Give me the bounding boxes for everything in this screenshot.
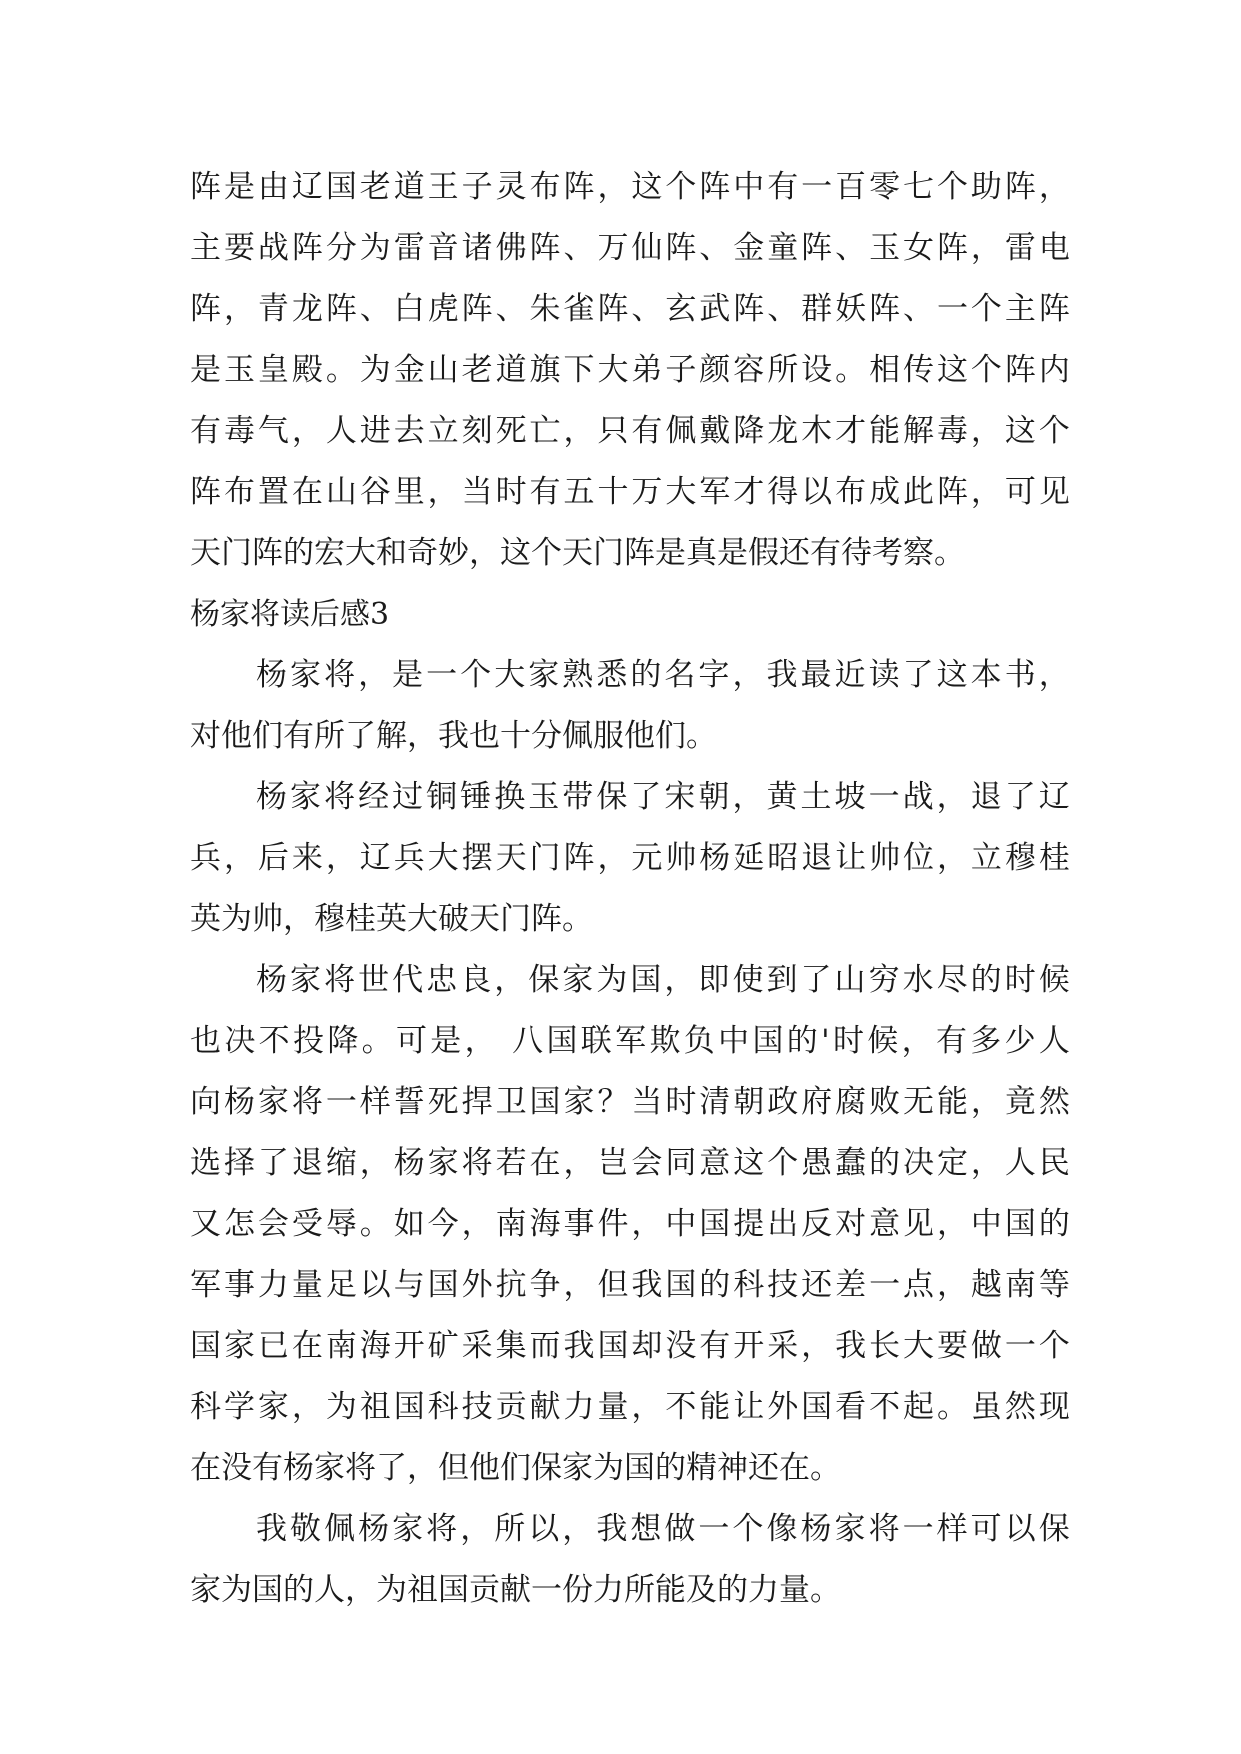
text-line: 国 家 已 在 南 海 开 矿 采 集 而 我 国 却 没 有 开 采 ， 我 长 大 要 做 一 个 bbox=[190, 1328, 1070, 1364]
text-line: 科 学 家 ， 为 祖 国 科 技 贡 献 力 量 ， 不 能 让 外 国 看 不 起 。 虽 然 现 bbox=[190, 1389, 1070, 1425]
text-line: 家为国的人，为祖国贡献一份力所能及的力量。 bbox=[190, 1572, 841, 1608]
paragraph bbox=[190, 157, 1070, 584]
document-body bbox=[190, 157, 1070, 1621]
text-line: 杨 家 将 ， 是 一 个 大 家 熟 悉 的 名 字 ， 我 最 近 读 了 这 本 书 ， bbox=[256, 657, 1070, 693]
text-line: 有 毒 气 ， 人 进 去 立 刻 死 亡 ， 只 有 佩 戴 降 龙 木 才 能 解 毒 ， 这 个 bbox=[190, 413, 1070, 449]
paragraph bbox=[190, 767, 1070, 950]
text-line: 天门阵的宏大和奇妙，这个天门阵是真是假还有待考察。 bbox=[190, 535, 965, 571]
text-line: 军 事 力 量 足 以 与 国 外 抗 争 ， 但 我 国 的 科 技 还 差 一 点 ， 越 南 等 bbox=[190, 1267, 1070, 1303]
text-line: 杨 家 将 世 代 忠 良 ， 保 家 为 国 ， 即 使 到 了 山 穷 水 尽 的 时 候 bbox=[256, 962, 1070, 998]
text-line: 我 敬 佩 杨 家 将 ， 所 以 ， 我 想 做 一 个 像 杨 家 将 一 样 可 以 保 bbox=[256, 1511, 1070, 1547]
text-line: 是 玉 皇 殿 。 为 金 山 老 道 旗 下 大 弟 子 颜 容 所 设 。 相 传 这 个 阵 内 bbox=[190, 352, 1070, 388]
text-line: 阵 是 由 辽 国 老 道 王 子 灵 布 阵 ， 这 个 阵 中 有 一 百 零 七 个 助 阵 ， bbox=[190, 169, 1070, 205]
text-line: 阵 ， 青 龙 阵 、 白 虎 阵 、 朱 雀 阵 、 玄 武 阵 、 群 妖 阵 、 一 个 主 阵 bbox=[190, 291, 1070, 327]
paragraph bbox=[190, 950, 1070, 1499]
text-line: 也 决 不 投 降 。 可 是 ， 八 国 联 军 欺 负 中 国 的 ' 时 候 ， 有 多 少 人 bbox=[190, 1023, 1070, 1059]
paragraph bbox=[190, 645, 1070, 767]
text-line: 又 怎 会 受 辱 。 如 今 ， 南 海 事 件 ， 中 国 提 出 反 对 意 见 ， 中 国 的 bbox=[190, 1206, 1070, 1242]
text-line: 杨 家 将 经 过 铜 锤 换 玉 带 保 了 宋 朝 ， 黄 土 坡 一 战 ， 退 了 辽 bbox=[256, 779, 1070, 815]
text-line: 兵 ， 后 来 ， 辽 兵 大 摆 天 门 阵 ， 元 帅 杨 延 昭 退 让 帅 位 ， 立 穆 桂 bbox=[190, 840, 1070, 876]
text-line: 主 要 战 阵 分 为 雷 音 诸 佛 阵 、 万 仙 阵 、 金 童 阵 、 玉 女 阵 ， 雷 电 bbox=[190, 230, 1070, 266]
text-line: 向 杨 家 将 一 样 誓 死 捍 卫 国 家 ？ 当 时 清 朝 政 府 腐 败 无 能 ， 竟 然 bbox=[190, 1084, 1070, 1120]
section-heading bbox=[190, 584, 1070, 645]
text-line: 阵 布 置 在 山 谷 里 ， 当 时 有 五 十 万 大 军 才 得 以 布 成 此 阵 ， 可 见 bbox=[190, 474, 1070, 510]
text-line: 选 择 了 退 缩 ， 杨 家 将 若 在 ， 岂 会 同 意 这 个 愚 蠢 的 决 定 ， 人 民 bbox=[190, 1145, 1070, 1181]
text-line: 在没有杨家将了，但他们保家为国的精神还在。 bbox=[190, 1450, 841, 1486]
paragraph bbox=[190, 1499, 1070, 1621]
text-line: 对他们有所了解，我也十分佩服他们。 bbox=[190, 718, 717, 754]
text-line: 英为帅，穆桂英大破天门阵。 bbox=[190, 901, 593, 937]
text-line: 杨家将读后感3 bbox=[190, 597, 390, 632]
